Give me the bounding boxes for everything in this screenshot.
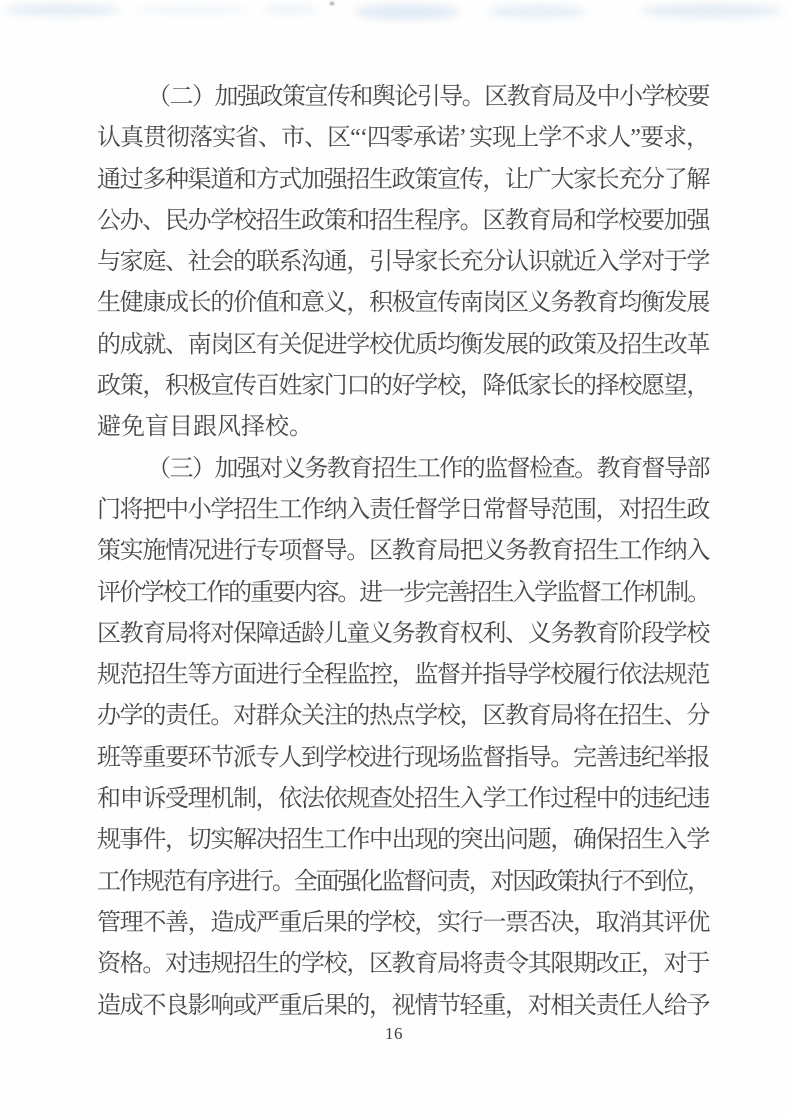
text-line: 政策，积极宣传百姓家门口的好学校，降低家长的择校愿望， (97, 373, 709, 400)
text-line: 公办、民办学校招生政策和招生程序。区教育局和学校要加强 (97, 207, 709, 234)
paragraph-section-3 (97, 449, 709, 1027)
text-line: 评价学校工作的重要内容。进一步完善招生入学监督工作机制。 (97, 579, 709, 606)
scan-smudge (262, 5, 317, 14)
text-line: 资格。对违规招生的学校，区教育局将责令其限期改正，对于 (97, 951, 709, 978)
text-line: 通过多种渠道和方式加强招生政策宣传，让广大家长充分了解 (97, 166, 709, 193)
text-line: 工作规范有序进行。全面强化监督问责，对因政策执行不到位， (97, 868, 709, 895)
text-line: 造成不良影响或严重后果的，视情节轻重，对相关责任人给予 (97, 992, 709, 1019)
page-number: 16 (385, 1024, 403, 1043)
text-line: 区教育局将对保障适龄儿童义务教育权利、义务教育阶段学校 (97, 620, 709, 647)
text-line: 认真贯彻落实省、市、区“‘四零承诺’ 实现上学不求人”要求， (97, 125, 709, 152)
scan-smudge (487, 5, 587, 18)
text-line: 生健康成长的价值和意义，积极宣传南岗区义务教育均衡发展 (97, 290, 709, 317)
text-line: （二）加强政策宣传和舆论引导。区教育局及中小学校要 (147, 84, 709, 110)
text-line: 规事件，切实解决招生工作中出现的突出问题，确保招生入学 (97, 827, 709, 854)
body-text (97, 77, 709, 1027)
text-line: 管理不善，造成严重后果的学校，实行一票否决，取消其评优 (97, 909, 709, 936)
text-line: 和申诉受理机制，依法依规查处招生入学工作过程中的违纪违 (97, 786, 709, 813)
text-line: 规范招生等方面进行全程监控，监督并指导学校履行依法规范 (97, 662, 709, 689)
text-line: 门将把中小学招生工作纳入责任督学日常督导范围，对招生政 (97, 496, 709, 523)
scan-smudge (135, 6, 250, 14)
text-line: 策实施情况进行专项督导。区教育局把义务教育招生工作纳入 (97, 538, 709, 565)
text-line: 的成就、南岗区有关促进学校优质均衡发展的政策及招生改革 (97, 331, 709, 358)
text-line: 班等重要环节派专人到学校进行现场监督指导。完善违纪举报 (97, 744, 709, 771)
paragraph-section-2 (97, 77, 709, 449)
scan-smudge (640, 4, 782, 18)
text-line: （三）加强对义务教育招生工作的监督检查。教育督导部 (147, 455, 709, 482)
text-line: 与家庭、社会的联系沟通，引导家长充分认识就近入学对于学 (97, 249, 709, 276)
text-line: 办学的责任。对群众关注的热点学校，区教育局将在招生、分 (97, 703, 709, 730)
scan-smudge (5, 4, 120, 16)
scan-smudge (355, 4, 460, 20)
scan-speck (330, 2, 334, 5)
text-line: 避免盲目跟风择校。 (97, 414, 313, 441)
